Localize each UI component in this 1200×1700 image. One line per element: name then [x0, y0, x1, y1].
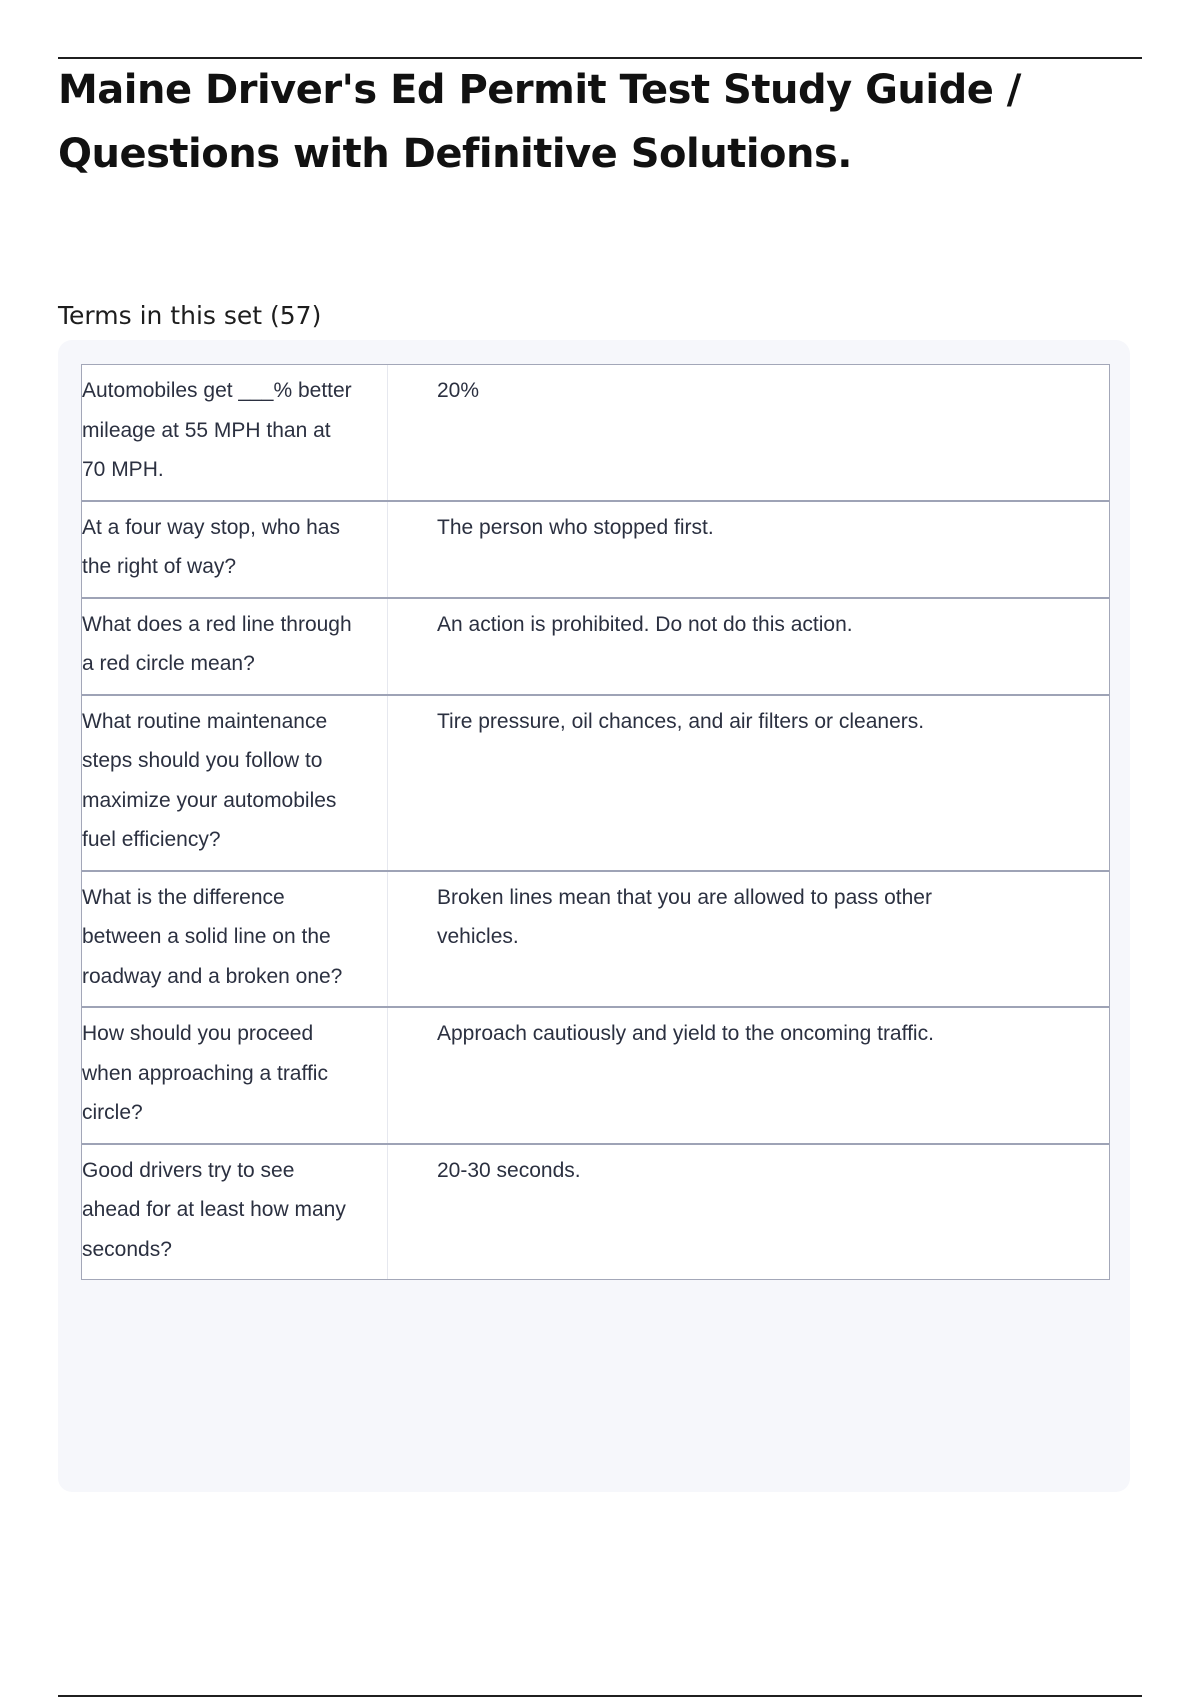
- definition-text: An action is prohibited. Do not do this action.: [437, 612, 853, 636]
- term-row: [82, 1145, 1109, 1280]
- definition-text: 20-30 seconds.: [437, 1158, 581, 1182]
- term-text: Good drivers try to see ahead for at least how many seconds?: [82, 1145, 388, 1280]
- definition-text: Tire pressure, oil chances, and air filters or cleaners.: [437, 709, 925, 733]
- term-row: [82, 696, 1109, 872]
- term-text: What does a red line through a red circle mean?: [82, 599, 388, 694]
- term-text: What routine maintenance steps should you follow to maximize your automobiles fuel efficiency?: [82, 696, 388, 870]
- bottom-divider: [58, 1695, 1142, 1697]
- term-row: [82, 599, 1109, 696]
- term-text: What is the difference between a solid line on the roadway and a broken one?: [82, 872, 388, 1007]
- terms-count-label: Terms in this set (57): [58, 301, 322, 330]
- definition-text: Approach cautiously and yield to the oncoming traffic.: [437, 1022, 934, 1045]
- page-title: Maine Driver's Ed Permit Test Study Guide / Questions with Definitive Solutions.: [58, 67, 1021, 177]
- terms-table: [81, 364, 1110, 1280]
- term-text: At a four way stop, who has the right of way?: [82, 502, 388, 597]
- definition-text: The person who stopped first.: [437, 515, 714, 539]
- term-row: [82, 365, 1109, 502]
- definition-text: 20%: [437, 379, 480, 402]
- term-text: How should you proceed when approaching a traffic circle?: [82, 1008, 388, 1143]
- definition-text: Broken lines mean that you are allowed to pass other vehicles.: [437, 885, 932, 948]
- term-row: [82, 1008, 1109, 1145]
- term-row: [82, 872, 1109, 1009]
- term-row: [82, 502, 1109, 599]
- term-text: Automobiles get ___% better mileage at 55 MPH than at 70 MPH.: [82, 365, 388, 500]
